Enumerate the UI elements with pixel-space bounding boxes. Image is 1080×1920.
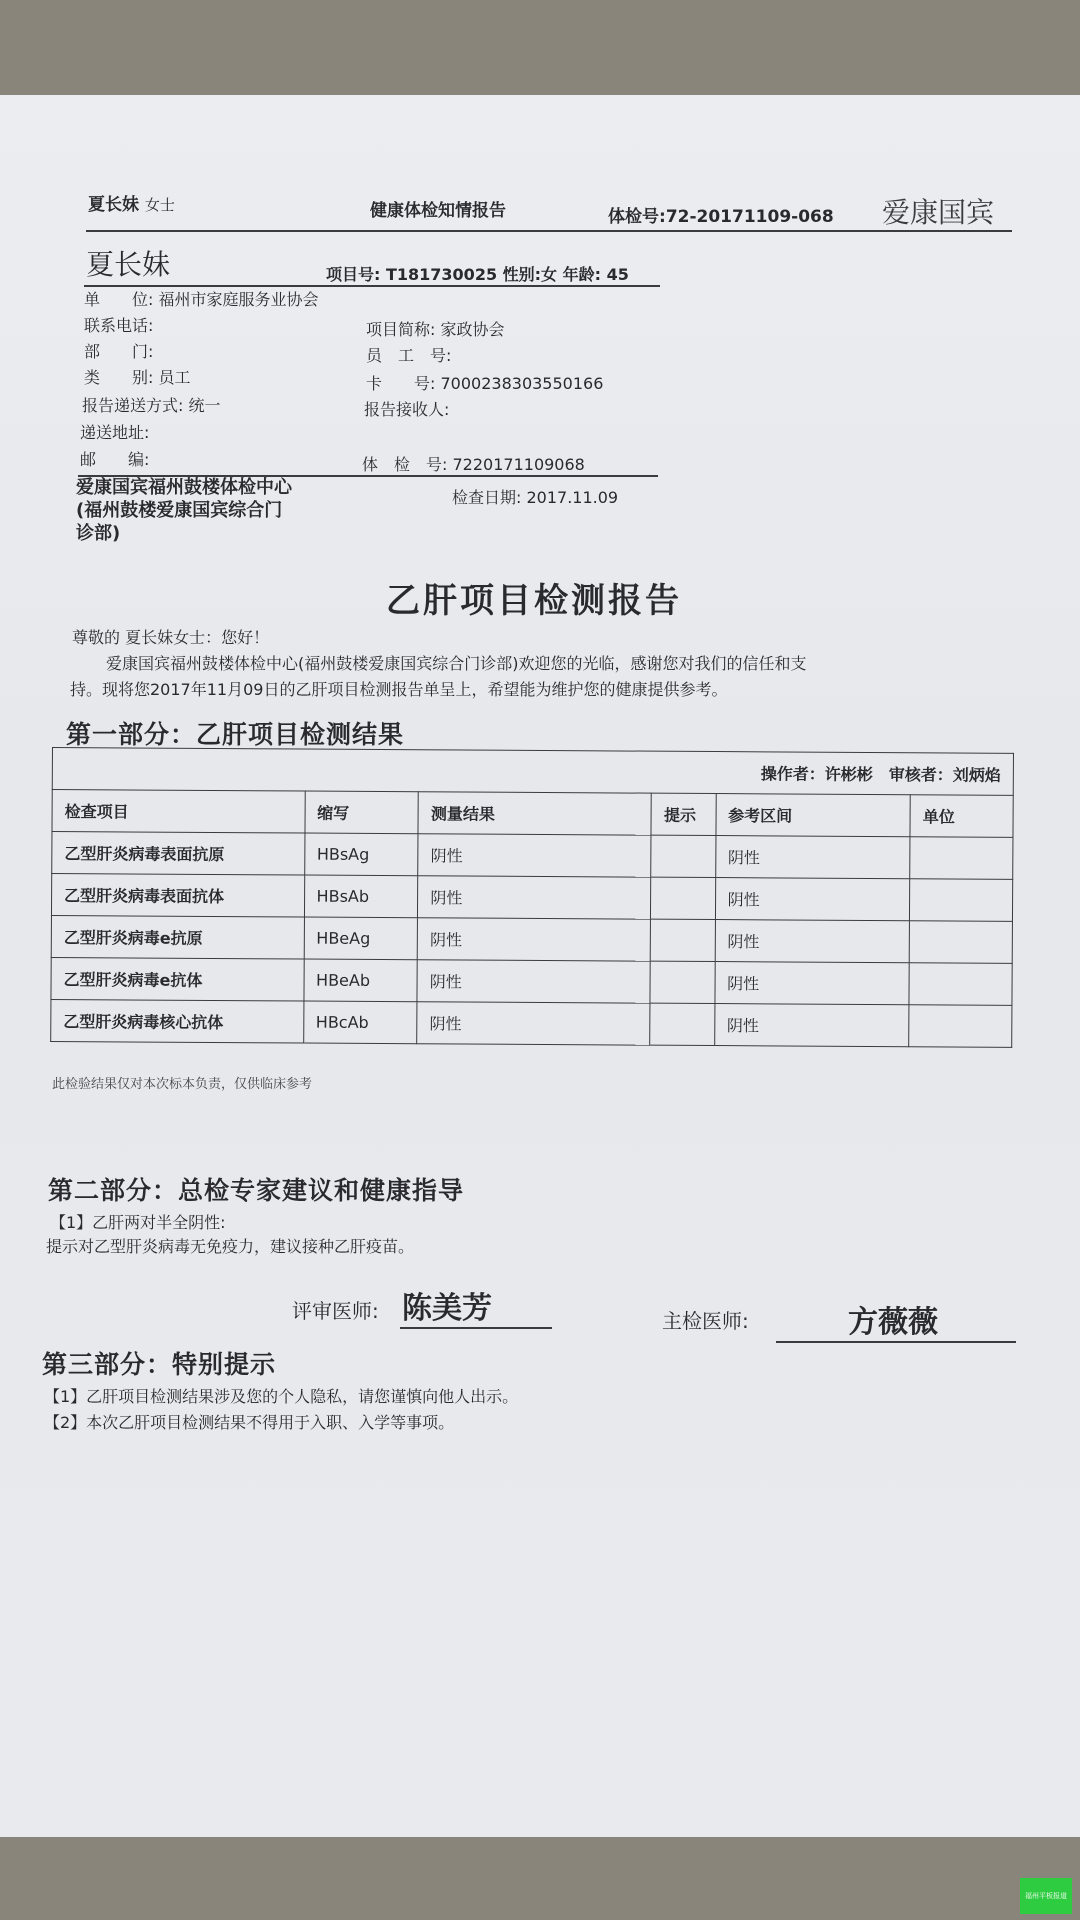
operator-row: [52, 748, 1013, 796]
delivery-value: 统一: [188, 396, 221, 415]
row-abbr: HBeAb: [303, 959, 417, 1002]
row-ref: 阴性: [714, 1004, 909, 1047]
brand-logo-text: 爱康国宾: [882, 196, 995, 229]
row-item: 乙型肝炎病毒e抗体: [51, 957, 304, 1001]
project-abbr-row: [366, 317, 505, 340]
row-ref: 阴性: [715, 836, 910, 879]
header-result: 测量结果: [418, 792, 651, 835]
row-unit: [910, 837, 1013, 880]
reviewer-label: 评审医师:: [292, 1299, 379, 1323]
header-exam-no-value: 72-20171109-068: [665, 207, 834, 227]
center-line-2: (福州鼓楼爱康国宾综合门: [76, 500, 283, 521]
greeting: 尊敬的 夏长妹女士：您好！: [72, 628, 270, 647]
row-result: 阴性: [417, 960, 650, 1003]
category-value: 员工: [158, 368, 191, 387]
report-paper: [0, 95, 1080, 1837]
row-abbr: HBsAb: [304, 875, 418, 918]
row-abbr: HBsAg: [304, 833, 418, 876]
delivery-label: 报告递送方式:: [82, 396, 184, 415]
receiver-label: 报告接收人:: [364, 400, 450, 419]
postcode-label: 邮 编:: [80, 450, 150, 469]
row-abbr: HBcAb: [303, 1001, 417, 1044]
header-report-type: 健康体检知情报告: [370, 201, 506, 221]
row-hint: [651, 835, 715, 877]
row-item: 乙型肝炎病毒表面抗原: [52, 832, 305, 876]
card-value: 7000238303550166: [440, 374, 604, 393]
project-abbr-label: 项目简称:: [366, 320, 436, 339]
row-unit: [909, 963, 1012, 1006]
patient-name: 夏长妹: [86, 248, 171, 281]
header-honorific: 女士: [144, 196, 175, 214]
row-ref: 阴性: [715, 920, 910, 963]
header-ref: 参考区间: [716, 794, 911, 837]
table-row: [51, 957, 1012, 1005]
unit-label: 单 位:: [84, 290, 154, 309]
category-label: 类 别:: [84, 368, 154, 387]
dept-label: 部 门:: [84, 342, 154, 361]
project-line: 项目号: T181730025 性别:女 年龄: 45: [326, 265, 629, 284]
card-row: [366, 371, 603, 394]
row-result: 阴性: [418, 834, 651, 877]
row-hint: [651, 919, 715, 961]
header-exam-no: [608, 202, 834, 227]
header-unit: 单位: [910, 795, 1013, 838]
row-hint: [651, 877, 715, 919]
unit-row: [84, 287, 319, 310]
header-patient-name: 夏长妹: [88, 195, 139, 215]
table-row: [51, 874, 1012, 922]
date-value: 2017.11.09: [526, 488, 619, 507]
row-item: 乙型肝炎病毒e抗原: [51, 915, 304, 959]
reviewer-line: [400, 1327, 552, 1329]
center-line-1: 爱康国宾福州鼓楼体检中心: [76, 477, 292, 498]
phone-label: 联系电话:: [84, 316, 154, 335]
tip-1: 【1】乙肝项目检测结果涉及您的个人隐私，请您谨慎向他人出示。: [44, 1387, 519, 1406]
exam-date-row: [452, 485, 618, 508]
header-item: 检查项目: [52, 790, 305, 834]
row-ref: 阴性: [715, 962, 910, 1005]
table-row: [51, 999, 1012, 1047]
header-hint: 提示: [651, 793, 715, 835]
chief-signature: 方薇薇: [848, 1305, 938, 1340]
header-rule: [86, 230, 1012, 232]
table-note: 此检验结果仅对本次标本负责，仅供临床参考: [52, 1077, 313, 1092]
row-unit: [910, 879, 1013, 922]
row-item: 乙型肝炎病毒表面抗体: [51, 874, 304, 918]
watermark-badge: 福州平板报道: [1020, 1878, 1072, 1914]
chief-label: 主检医师:: [662, 1309, 749, 1333]
row-item: 乙型肝炎病毒核心抗体: [51, 999, 304, 1043]
exam-row: [362, 452, 585, 475]
row-abbr: HBeAg: [304, 917, 418, 960]
results-table: [50, 747, 1014, 1048]
exam-center: [76, 476, 292, 545]
row-unit: [909, 1005, 1012, 1048]
section2-title: 第二部分：总检专家建议和健康指导: [48, 1176, 465, 1205]
advice-point-1-detail: 提示对乙型肝炎病毒无免疫力，建议接种乙肝疫苗。: [46, 1237, 415, 1256]
date-label: 检查日期:: [452, 488, 522, 507]
chief-line: [776, 1341, 1016, 1343]
intro-line-1: 爱康国宾福州鼓楼体检中心(福州鼓楼爱康国宾综合门诊部)欢迎您的光临，感谢您对我们的信任和支: [106, 654, 807, 673]
exam-value: 7220171109068: [452, 455, 585, 474]
row-result: 阴性: [418, 876, 651, 919]
operator-cell: 操作者：许彬彬 审核者：刘炳焰: [52, 748, 1013, 796]
table-row: [51, 915, 1012, 963]
advice-point-1: 【1】乙肝两对半全阴性:: [50, 1213, 226, 1232]
intro-line-2: 持。现将您2017年11月09日的乙肝项目检测报告单呈上，希望能为维护您的健康提供参考。: [70, 680, 728, 699]
section1-title: 第一部分：乙肝项目检测结果: [66, 720, 405, 749]
card-label: 卡 号:: [366, 374, 436, 393]
delivery-row: [82, 393, 221, 416]
exam-label: 体 检 号:: [362, 455, 448, 474]
row-unit: [909, 921, 1012, 964]
tip-2: 【2】本次乙肝项目检测结果不得用于入职、入学等事项。: [44, 1413, 455, 1432]
address-label: 递送地址:: [80, 423, 150, 442]
row-hint: [650, 961, 714, 1003]
header-patient: [88, 190, 175, 215]
reviewer-signature: 陈美芳: [402, 1291, 492, 1326]
unit-value: 福州市家庭服务业协会: [158, 290, 319, 309]
table-header-row: [52, 790, 1013, 838]
header-abbr: 缩写: [304, 791, 418, 834]
report-title: 乙肝项目检测报告: [386, 581, 682, 621]
row-hint: [650, 1003, 714, 1045]
row-ref: 阴性: [715, 878, 910, 921]
row-result: 阴性: [417, 918, 650, 961]
table-row: [52, 832, 1013, 880]
center-line-3: 诊部): [76, 523, 121, 544]
row-result: 阴性: [417, 1002, 650, 1045]
staff-no-label: 员 工 号:: [366, 346, 452, 365]
project-abbr-value: 家政协会: [440, 320, 505, 339]
header-exam-no-label: 体检号:: [608, 207, 666, 227]
section3-title: 第三部分：特别提示: [42, 1350, 277, 1379]
category-row: [84, 365, 191, 388]
